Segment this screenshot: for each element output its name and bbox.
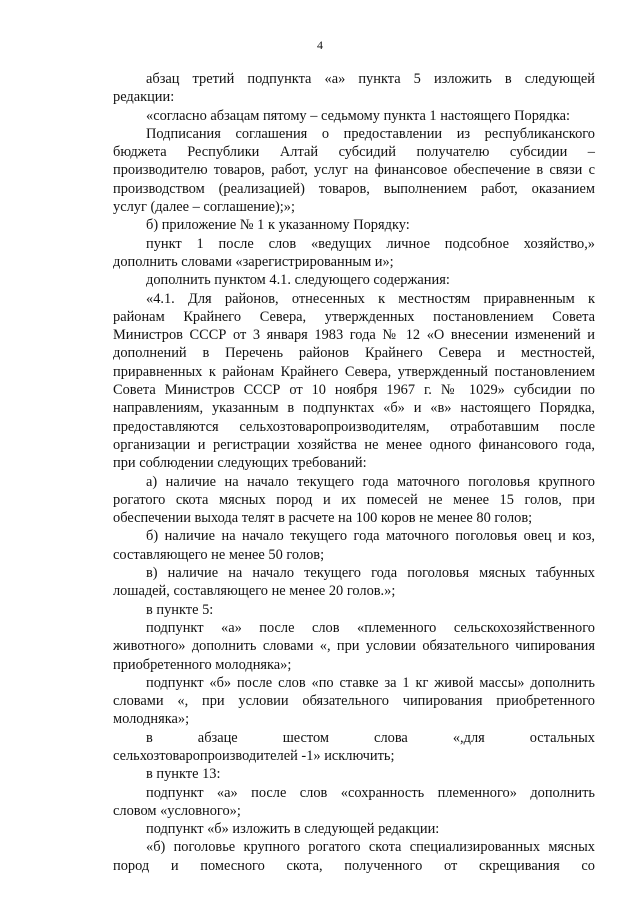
text-line: животного» дополнить словами «, при условии обязательного чипирования bbox=[113, 638, 595, 655]
text-line: составляющего не менее 50 голов; bbox=[113, 546, 325, 563]
page-number: 4 bbox=[317, 38, 323, 52]
text-line: «б) поголовье крупного рогатого скота специализированных мясных bbox=[146, 839, 595, 856]
text-line: при соблюдении следующих требований: bbox=[113, 455, 367, 472]
document-body bbox=[113, 70, 595, 875]
text-line: в абзаце шестом слова «,для остальных bbox=[146, 729, 595, 746]
text-line: б) приложение № 1 к указанному Порядку: bbox=[146, 217, 410, 234]
text-line: словом «условного»; bbox=[113, 802, 241, 819]
text-line: дополнить пунктом 4.1. следующего содержания: bbox=[146, 272, 450, 289]
text-line: предоставляются сельхозтоваропроизводителям, отработавшим после bbox=[113, 418, 595, 435]
text-line: в пункте 13: bbox=[146, 766, 221, 783]
text-line: сельхозтоваропроизводителей -1» исключить; bbox=[113, 747, 395, 764]
text-line: обеспечении выхода телят в расчете на 100 коров не менее 80 голов; bbox=[113, 510, 533, 527]
text-line: районам Крайнего Севера, утвержденных постановлением Совета bbox=[113, 308, 595, 325]
text-line: абзац третий подпункта «а» пункта 5 изложить в следующей bbox=[146, 71, 595, 87]
text-line: подпункт «а» после слов «сохранность племенного» дополнить bbox=[146, 784, 595, 801]
text-line: словами «, при условии обязательного чипирования приобретенного bbox=[113, 693, 595, 710]
text-line: Совета Министров СССР от 10 ноября 1967 г. № 1029» субсидии по bbox=[113, 382, 595, 399]
text-line: «согласно абзацам пятому – седьмому пункта 1 настоящего Порядка: bbox=[146, 107, 571, 124]
text-line: «4.1. Для районов, отнесенных к местностям приравненным к bbox=[146, 290, 595, 307]
text-line: производством (реализацией) товаров, выполнением работ, оказанием bbox=[113, 180, 595, 197]
text-line: подпункт «а» после слов «племенного сельскохозяйственного bbox=[146, 619, 595, 636]
text-line: дополнений в Перечень районов Крайнего Севера и местностей, bbox=[113, 345, 595, 362]
text-line: лошадей, составляющего не менее 20 голов.»; bbox=[113, 583, 396, 600]
text-line: подпункт «б» изложить в следующей редакции: bbox=[146, 821, 440, 838]
text-line: приобретенного молодняка»; bbox=[113, 656, 292, 673]
text-line: молодняка»; bbox=[113, 711, 190, 728]
text-line: приравненных к районам Крайнего Севера, утвержденный постановлением bbox=[113, 363, 595, 380]
text-line: услуг (далее – соглашение);»; bbox=[113, 199, 295, 216]
text-line: рогатого скота мясных пород и их помесей не менее 15 голов, при bbox=[113, 491, 595, 508]
text-line: в) наличие на начало текущего года поголовья мясных табунных bbox=[146, 565, 595, 582]
text-line: направлениям, указанным в подпунктах «б» и «в» настоящего Порядка, bbox=[113, 400, 595, 417]
text-line: производителю товаров, работ, услуг на финансовое обеспечение в связи с bbox=[113, 162, 595, 179]
text-line: пункт 1 после слов «ведущих личное подсобное хозяйство,» bbox=[146, 235, 595, 252]
text-line: б) наличие на начало текущего года маточного поголовья овец и коз, bbox=[146, 528, 595, 545]
text-line: пород и помесного скота, полученного от скрещивания со bbox=[113, 857, 595, 874]
text-line: подпункт «б» после слов «по ставке за 1 кг живой массы» дополнить bbox=[146, 674, 595, 691]
text-line: в пункте 5: bbox=[146, 601, 214, 618]
text-line: бюджета Республики Алтай субсидий получателю субсидии – bbox=[113, 144, 595, 161]
text-line: организации и регистрации хозяйства не менее одного финансового года, bbox=[113, 436, 595, 453]
text-line: редакции: bbox=[113, 89, 175, 106]
text-line: Подписания соглашения о предоставлении из республиканского bbox=[146, 125, 595, 142]
text-line: а) наличие на начало текущего года маточного поголовья крупного bbox=[146, 473, 595, 490]
text-line: Министров СССР от 3 января 1983 года № 12 «О внесении изменений и bbox=[113, 327, 595, 344]
text-line: дополнить словами «зарегистрированным и»; bbox=[113, 253, 394, 270]
